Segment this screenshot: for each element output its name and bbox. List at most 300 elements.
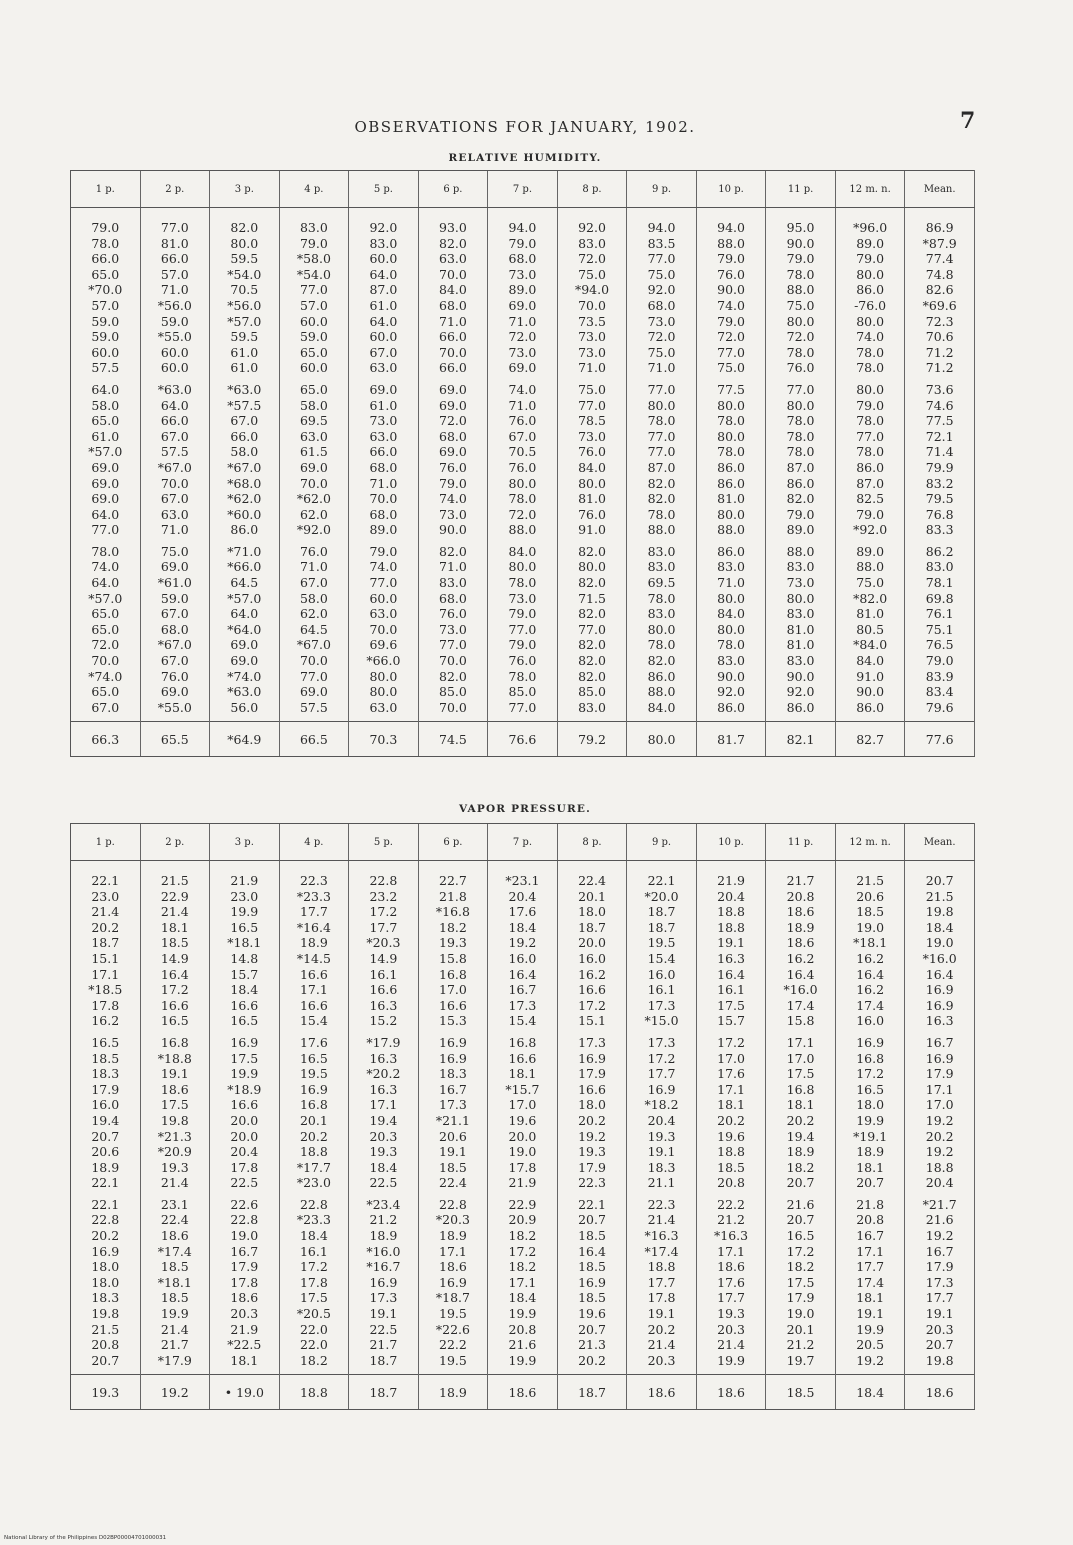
table-cell: 64.0	[160, 397, 189, 413]
column-cell	[140, 1193, 210, 1375]
table-cell: 84.0	[647, 699, 676, 715]
mean-cell: *64.9	[210, 722, 280, 757]
table-cell: 86.9	[925, 220, 954, 235]
table-cell: 86.0	[717, 459, 745, 475]
mean-cell: 18.7	[557, 1375, 627, 1410]
table-cell: *20.0	[644, 888, 679, 904]
column-header: Mean.	[905, 824, 975, 861]
column-cell	[696, 1193, 766, 1375]
table-cell: 21.4	[160, 1175, 189, 1191]
mean-cell: 70.3	[349, 722, 419, 757]
table-cell: 18.5	[160, 1290, 189, 1306]
table-cell: 21.7	[160, 1337, 189, 1353]
table-cell: 16.9	[230, 1034, 259, 1050]
table-cell: 20.1	[299, 1112, 328, 1128]
table-cell: 19.2	[925, 1112, 954, 1128]
table-cell: 73.0	[508, 266, 537, 282]
table-cell: 59.0	[91, 329, 120, 345]
table-cell: 82.0	[647, 491, 676, 507]
table-cell: 17.2	[369, 904, 398, 920]
table-cell: 75.0	[717, 360, 745, 376]
table-cell: 86.0	[647, 668, 676, 684]
table-cell: 17.0	[786, 1050, 815, 1066]
table-cell: 16.4	[508, 966, 537, 982]
table-cell: 19.8	[91, 1306, 120, 1322]
column-cell	[418, 1031, 488, 1193]
mean-cell: 18.6	[488, 1375, 558, 1410]
table-cell: 57.5	[160, 444, 189, 460]
table-cell: 20.0	[578, 935, 606, 951]
table-cell: 73.5	[578, 313, 606, 329]
table-cell: 16.5	[160, 1013, 189, 1029]
table-cell: 78.0	[647, 506, 676, 522]
table-cell: 78.1	[925, 575, 954, 591]
table-cell: 79.0	[786, 251, 815, 267]
table-cell: 17.1	[786, 1034, 815, 1050]
table-cell: 83.0	[439, 575, 467, 591]
column-header: 11 p.	[766, 171, 836, 208]
table-cell: 80.0	[786, 313, 815, 329]
table-cell: 15.8	[439, 950, 467, 966]
table-cell: 75.0	[786, 297, 815, 313]
mean-cell: 82.7	[835, 722, 905, 757]
column-cell	[835, 540, 905, 722]
table-cell: 22.4	[578, 873, 606, 888]
table-cell: *14.5	[296, 950, 331, 966]
table-cell: *21.7	[922, 1196, 957, 1212]
table-cell: 21.8	[439, 888, 467, 904]
mean-cell: 18.4	[835, 1375, 905, 1410]
table-cell: 78.0	[717, 413, 745, 429]
table-cell: 74.0	[717, 297, 745, 313]
column-cell	[627, 861, 697, 1031]
table-cell: 16.8	[299, 1097, 328, 1113]
column-header: 6 p.	[418, 824, 488, 861]
table-cell: 18.5	[717, 1159, 745, 1175]
table-cell: 16.8	[508, 1034, 537, 1050]
table-cell: 79.0	[856, 251, 885, 267]
mean-cell: 65.5	[140, 722, 210, 757]
table-cell: 57.5	[299, 699, 328, 715]
table-cell: 69.0	[91, 475, 120, 491]
mean-cell: 77.6	[905, 722, 975, 757]
table-cell: 17.2	[299, 1259, 328, 1275]
table-cell: 77.0	[578, 621, 606, 637]
table-row-group	[71, 540, 975, 722]
table-cell: 17.3	[439, 1097, 467, 1113]
table-cell: 67.0	[508, 428, 537, 444]
table-cell: 72.0	[439, 413, 467, 429]
table-cell: 19.1	[647, 1306, 676, 1322]
table-cell: 15.4	[299, 1013, 328, 1029]
table-cell: 14.9	[369, 950, 398, 966]
table-row-group	[71, 1193, 975, 1375]
table-cell: 82.0	[786, 491, 815, 507]
table-cell: 69.6	[369, 637, 398, 653]
table-cell: 88.0	[647, 522, 676, 538]
column-header: 6 p.	[418, 171, 488, 208]
table-cell: 18.2	[299, 1352, 328, 1368]
table-cell: 18.0	[91, 1259, 120, 1275]
table-cell: 67.0	[160, 491, 189, 507]
column-cell	[488, 1193, 558, 1375]
table-cell: 78.0	[508, 491, 537, 507]
table-cell: 81.0	[786, 637, 815, 653]
table-cell: 91.0	[578, 522, 606, 538]
column-cell	[905, 208, 975, 378]
table-cell: *69.6	[922, 297, 957, 313]
table-cell: *22.5	[227, 1337, 262, 1353]
table-cell: 94.0	[647, 220, 676, 235]
table-cell: 73.0	[786, 575, 815, 591]
table-cell: 70.5	[230, 282, 259, 298]
table-cell: 18.9	[786, 919, 815, 935]
table-cell: 19.5	[299, 1066, 328, 1082]
table-cell: 19.3	[647, 1128, 676, 1144]
table-cell: 80.0	[578, 559, 606, 575]
table-cell: *62.0	[296, 491, 331, 507]
table-cell: 80.0	[369, 684, 398, 700]
table-cell: 16.7	[508, 982, 537, 998]
table-cell: 16.9	[299, 1081, 328, 1097]
table-cell: 58.0	[299, 590, 328, 606]
table-cell: 16.9	[578, 1050, 606, 1066]
table-cell: 17.9	[91, 1081, 120, 1097]
table-cell: 83.4	[925, 684, 954, 700]
table-cell: 89.0	[856, 235, 885, 251]
table-cell: 16.5	[786, 1228, 815, 1244]
table-cell: 19.2	[925, 1144, 954, 1160]
column-cell	[488, 378, 558, 540]
table-cell: 71.0	[508, 397, 537, 413]
table-cell: 18.1	[856, 1159, 885, 1175]
table-cell: 83.0	[717, 653, 745, 669]
table-cell: 18.5	[578, 1290, 606, 1306]
table-cell: 20.9	[508, 1212, 537, 1228]
table-cell: 16.5	[230, 1013, 259, 1029]
table-cell: 77.0	[299, 668, 328, 684]
table-cell: 15.7	[717, 1013, 745, 1029]
table-cell: 18.5	[578, 1259, 606, 1275]
mean-cell: 18.6	[696, 1375, 766, 1410]
table-cell: 17.0	[508, 1097, 537, 1113]
table-cell: 86.0	[717, 543, 745, 559]
table-cell: 78.0	[786, 344, 815, 360]
table-cell: 71.0	[160, 282, 189, 298]
table-cell: 71.5	[578, 590, 606, 606]
table-cell: 18.9	[856, 1144, 885, 1160]
table-cell: *21.3	[157, 1128, 192, 1144]
mean-cell: 18.6	[627, 1375, 697, 1410]
table-cell: 18.9	[439, 1228, 467, 1244]
table-cell: 16.7	[439, 1081, 467, 1097]
table-cell: 89.0	[369, 522, 398, 538]
table-cell: 60.0	[299, 313, 328, 329]
table-cell: 85.0	[508, 684, 537, 700]
table-cell: *17.7	[296, 1159, 331, 1175]
table-cell: 20.0	[508, 1128, 537, 1144]
table-cell: *56.0	[227, 297, 262, 313]
table-cell: 69.8	[925, 590, 954, 606]
table-cell: 90.0	[717, 282, 745, 298]
table-cell: 21.5	[856, 873, 885, 888]
table-cell: 16.8	[160, 1034, 189, 1050]
table-cell: 73.0	[508, 590, 537, 606]
table-cell: 60.0	[369, 251, 398, 267]
table-cell: 17.8	[647, 1290, 676, 1306]
table-cell: 18.2	[508, 1259, 537, 1275]
table-cell: 16.4	[786, 966, 815, 982]
table-cell: 77.0	[647, 444, 676, 460]
table-cell: *17.4	[644, 1243, 679, 1259]
table-cell: 20.4	[717, 888, 745, 904]
table-cell: 17.2	[856, 1066, 885, 1082]
table-cell: 21.9	[230, 873, 259, 888]
table-cell: 20.0	[230, 1128, 259, 1144]
table-cell: 18.4	[508, 1290, 537, 1306]
table-cell: 86.2	[925, 543, 954, 559]
table-cell: 68.0	[439, 428, 467, 444]
table-cell: 83.0	[786, 606, 815, 622]
table-cell: 80.0	[508, 475, 537, 491]
table-cell: 18.4	[369, 1159, 398, 1175]
table-cell: 20.5	[856, 1337, 885, 1353]
mean-row	[71, 1375, 975, 1410]
table-cell: 77.0	[786, 381, 815, 397]
table-cell: 20.8	[786, 888, 815, 904]
table-cell: 77.0	[717, 344, 745, 360]
mean-cell: 18.7	[349, 1375, 419, 1410]
table-cell: 78.0	[717, 637, 745, 653]
table-cell: 67.0	[160, 428, 189, 444]
table-cell: 79.0	[439, 475, 467, 491]
table-cell: 21.6	[508, 1337, 537, 1353]
column-cell	[210, 1031, 280, 1193]
table-cell: 90.0	[439, 522, 467, 538]
table-cell: 19.9	[856, 1321, 885, 1337]
table-cell: 75.0	[578, 381, 606, 397]
column-header: 1 p.	[71, 824, 141, 861]
table-cell: 64.0	[230, 606, 259, 622]
table-cell: 19.9	[160, 1306, 189, 1322]
page-number: 7	[960, 108, 976, 134]
table-cell: *63.0	[227, 684, 262, 700]
table-cell: 68.0	[439, 590, 467, 606]
table-cell: 17.9	[578, 1066, 606, 1082]
table-cell: 77.0	[578, 397, 606, 413]
table-cell: 81.0	[717, 491, 745, 507]
mean-cell: 18.9	[418, 1375, 488, 1410]
table-cell: 58.0	[299, 397, 328, 413]
column-header: 8 p.	[557, 824, 627, 861]
table-cell: 21.9	[230, 1321, 259, 1337]
vapor-pressure-title: VAPOR PRESSURE.	[458, 803, 591, 815]
table-cell: 77.5	[717, 381, 745, 397]
column-cell	[279, 1031, 349, 1193]
table-cell: *18.1	[853, 935, 888, 951]
table-cell: 18.8	[647, 1259, 676, 1275]
table-cell: 19.4	[786, 1128, 815, 1144]
table-cell: 71.2	[925, 344, 954, 360]
table-cell: 82.0	[230, 220, 259, 235]
column-header: 12 m. n.	[835, 824, 905, 861]
table-cell: -76.0	[854, 297, 887, 313]
table-cell: 16.1	[647, 982, 676, 998]
table-cell: 69.5	[647, 575, 676, 591]
table-cell: 92.0	[578, 220, 606, 235]
table-row-group	[71, 1031, 975, 1193]
table-cell: 57.0	[299, 297, 328, 313]
table-cell: 19.5	[439, 1352, 467, 1368]
table-cell: 80.0	[717, 506, 745, 522]
column-cell	[210, 861, 280, 1031]
column-cell	[696, 1031, 766, 1193]
column-cell	[140, 861, 210, 1031]
column-header: 4 p.	[279, 171, 349, 208]
table-cell: 90.0	[717, 668, 745, 684]
table-cell: 84.0	[717, 606, 745, 622]
mean-cell: 18.8	[279, 1375, 349, 1410]
table-cell: *16.3	[644, 1228, 679, 1244]
table-cell: 23.2	[369, 888, 398, 904]
table-cell: 22.4	[439, 1175, 467, 1191]
table-cell: 17.1	[717, 1081, 745, 1097]
table-cell: 70.6	[925, 329, 954, 345]
table-cell: 17.8	[91, 997, 120, 1013]
table-cell: 77.0	[647, 428, 676, 444]
table-cell: 76.0	[508, 653, 537, 669]
table-cell: 21.7	[369, 1337, 398, 1353]
table-cell: 90.0	[786, 668, 815, 684]
mean-cell: 81.7	[696, 722, 766, 757]
table-cell: 16.9	[925, 982, 954, 998]
table-cell: 61.5	[299, 444, 328, 460]
table-cell: 87.0	[369, 282, 398, 298]
table-cell: 86.0	[717, 699, 745, 715]
table-cell: 88.0	[647, 684, 676, 700]
table-cell: *15.7	[505, 1081, 540, 1097]
table-cell: 69.0	[91, 459, 120, 475]
table-cell: 16.6	[578, 1081, 606, 1097]
table-cell: 78.0	[717, 444, 745, 460]
table-cell: 18.9	[299, 935, 328, 951]
table-cell: 17.1	[439, 1243, 467, 1259]
table-cell: *20.2	[366, 1066, 401, 1082]
table-cell: 65.0	[91, 413, 120, 429]
table-cell: 57.5	[91, 360, 120, 376]
column-cell	[488, 208, 558, 378]
table-cell: 20.7	[856, 1175, 885, 1191]
table-cell: 19.9	[230, 1066, 259, 1082]
column-cell	[835, 1031, 905, 1193]
table-cell: 18.3	[91, 1290, 120, 1306]
table-cell: 19.2	[578, 1128, 606, 1144]
table-cell: 17.9	[786, 1290, 815, 1306]
table-cell: *18.8	[157, 1050, 192, 1066]
table-cell: 78.0	[91, 235, 120, 251]
table-cell: 75.0	[647, 266, 676, 282]
table-cell: 82.0	[578, 543, 606, 559]
column-cell	[627, 540, 697, 722]
table-cell: 70.0	[439, 344, 467, 360]
table-cell: 86.0	[230, 522, 259, 538]
table-cell: 68.0	[647, 297, 676, 313]
table-cell: 20.6	[856, 888, 885, 904]
table-cell: 18.1	[786, 1097, 815, 1113]
table-row-group	[71, 378, 975, 540]
table-cell: 20.4	[925, 1175, 954, 1191]
table-cell: 80.0	[786, 397, 815, 413]
table-cell: 17.3	[578, 1034, 606, 1050]
table-cell: 61.0	[230, 344, 259, 360]
table-cell: 20.6	[439, 1128, 467, 1144]
table-cell: 19.8	[925, 1352, 954, 1368]
table-cell: 80.0	[717, 590, 745, 606]
page-title: OBSERVATIONS FOR JANUARY, 1902.	[354, 118, 696, 136]
table-cell: 16.2	[578, 966, 606, 982]
column-cell	[766, 861, 836, 1031]
table-cell: 16.6	[299, 997, 328, 1013]
table-cell: 79.0	[299, 235, 328, 251]
table-cell: 18.9	[369, 1228, 398, 1244]
table-cell: 82.5	[856, 491, 885, 507]
table-cell: 59.0	[160, 590, 189, 606]
column-cell	[835, 1193, 905, 1375]
table-cell: 16.3	[369, 1081, 398, 1097]
table-cell: 17.2	[717, 1034, 745, 1050]
table-cell: 79.0	[856, 397, 885, 413]
table-cell: 15.7	[230, 966, 259, 982]
table-cell: 17.7	[647, 1066, 676, 1082]
table-cell: 72.3	[925, 313, 954, 329]
table-cell: 65.0	[91, 266, 120, 282]
table-cell: 82.0	[647, 475, 676, 491]
table-cell: 17.6	[717, 1066, 745, 1082]
table-cell: *58.0	[296, 251, 331, 267]
table-cell: 16.7	[230, 1243, 259, 1259]
table-cell: 16.9	[91, 1243, 120, 1259]
table-cell: 70.5	[508, 444, 537, 460]
table-cell: 16.7	[925, 1243, 954, 1259]
table-cell: 77.4	[925, 251, 954, 267]
table-cell: 17.3	[508, 997, 537, 1013]
table-cell: *92.0	[296, 522, 331, 538]
table-cell: 76.0	[299, 543, 328, 559]
table-cell: 59.5	[230, 329, 259, 345]
table-cell: 17.7	[647, 1274, 676, 1290]
table-cell: 18.5	[160, 1259, 189, 1275]
table-cell: 19.1	[439, 1144, 467, 1160]
table-cell: 20.8	[717, 1175, 745, 1191]
table-cell: 76.8	[925, 506, 954, 522]
table-cell: 22.8	[230, 1212, 259, 1228]
table-cell: 17.9	[230, 1259, 259, 1275]
table-cell: 17.1	[717, 1243, 745, 1259]
table-cell: 16.9	[439, 1050, 467, 1066]
table-cell: 77.0	[647, 251, 676, 267]
table-cell: 19.6	[717, 1128, 745, 1144]
table-cell: 88.0	[786, 543, 815, 559]
table-cell: 15.8	[786, 1013, 815, 1029]
table-cell: *18.1	[157, 1274, 192, 1290]
table-cell: 69.0	[299, 684, 328, 700]
column-header: 12 m. n.	[835, 171, 905, 208]
table-cell: 16.0	[856, 1013, 885, 1029]
table-cell: 86.0	[717, 475, 745, 491]
table-cell: 88.0	[717, 522, 745, 538]
table-cell: 60.0	[369, 590, 398, 606]
table-cell: 22.5	[369, 1321, 398, 1337]
